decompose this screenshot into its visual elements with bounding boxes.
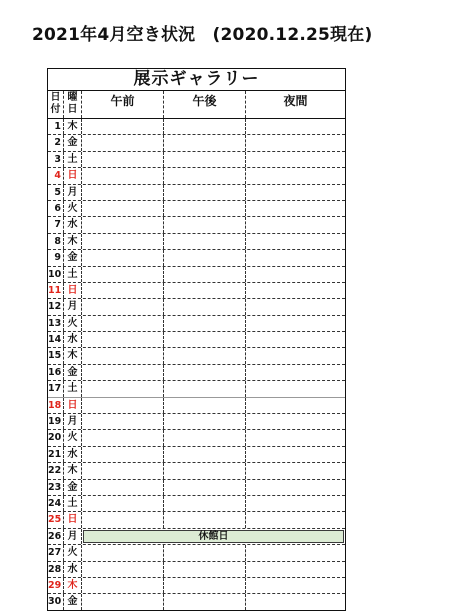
day-number: 17: [48, 381, 64, 396]
day-number: 3: [48, 152, 64, 167]
slot-afternoon-cell: [164, 578, 246, 593]
availability-table: [47, 68, 346, 611]
table-row: [48, 348, 345, 364]
day-number: 21: [48, 447, 64, 462]
header-weekday: [64, 91, 82, 118]
slot-afternoon-cell: [164, 365, 246, 380]
table-row: [48, 578, 345, 594]
slot-evening-cell: [246, 562, 345, 577]
day-number: 26: [48, 529, 64, 544]
weekday-cell: 土: [64, 152, 82, 167]
table-row: [48, 594, 345, 609]
weekday-cell: 土: [64, 267, 82, 282]
weekday-cell: 金: [64, 594, 82, 609]
weekday-cell: 土: [64, 381, 82, 396]
slot-afternoon-cell: [164, 381, 246, 396]
slot-evening-cell: [246, 217, 345, 232]
slot-morning-cell: [82, 512, 164, 527]
table-row: [48, 381, 345, 397]
slot-morning-cell: [82, 135, 164, 150]
slot-evening-cell: [246, 496, 345, 511]
slot-evening-cell: [246, 348, 345, 363]
slot-afternoon-cell: [164, 234, 246, 249]
table-row: [48, 545, 345, 561]
table-row: [48, 119, 345, 135]
table-row: [48, 217, 345, 233]
table-row: [48, 316, 345, 332]
slot-morning-cell: [82, 545, 164, 560]
day-number: 29: [48, 578, 64, 593]
table-row: [48, 267, 345, 283]
slot-morning-cell: [82, 316, 164, 331]
slot-morning-cell: [82, 398, 164, 413]
table-row: [48, 299, 345, 315]
closed-day-band: 休館日: [83, 530, 344, 543]
slot-evening-cell: [246, 250, 345, 265]
table-row: [48, 135, 345, 151]
slot-evening-cell: [246, 381, 345, 396]
weekday-cell: 木: [64, 119, 82, 134]
weekday-cell: 日: [64, 168, 82, 183]
slot-afternoon-cell: [164, 398, 246, 413]
slot-afternoon-cell: [164, 201, 246, 216]
weekday-cell: 火: [64, 316, 82, 331]
slot-morning-cell: [82, 119, 164, 134]
slot-afternoon-cell: [164, 267, 246, 282]
weekday-cell: 水: [64, 447, 82, 462]
weekday-cell: 日: [64, 398, 82, 413]
weekday-cell: 火: [64, 545, 82, 560]
slot-afternoon-cell: [164, 496, 246, 511]
day-number: 28: [48, 562, 64, 577]
table-row: [48, 168, 345, 184]
weekday-cell: 日: [64, 512, 82, 527]
table-row: [48, 512, 345, 528]
header-weekday-bottom: 日: [67, 104, 78, 115]
table-row: [48, 152, 345, 168]
facility-title: 展示ギャラリー: [48, 69, 345, 91]
slot-afternoon-cell: [164, 594, 246, 609]
slot-afternoon-cell: [164, 135, 246, 150]
weekday-cell: 金: [64, 365, 82, 380]
slot-evening-cell: [246, 267, 345, 282]
header-day: [48, 91, 64, 118]
table-row: [48, 529, 345, 545]
weekday-cell: 木: [64, 348, 82, 363]
table-row: [48, 365, 345, 381]
slot-afternoon-cell: [164, 562, 246, 577]
slot-afternoon-cell: [164, 512, 246, 527]
slot-evening-cell: [246, 283, 345, 298]
weekday-cell: 月: [64, 414, 82, 429]
slot-morning-cell: [82, 381, 164, 396]
day-number: 4: [48, 168, 64, 183]
slot-evening-cell: [246, 398, 345, 413]
slot-morning-cell: [82, 365, 164, 380]
table-body: [48, 119, 345, 610]
slot-morning-cell: [82, 447, 164, 462]
table-row: [48, 398, 345, 414]
slot-evening-cell: [246, 168, 345, 183]
slot-afternoon-cell: [164, 463, 246, 478]
day-number: 24: [48, 496, 64, 511]
header-day-bottom: 付: [50, 104, 61, 115]
slot-morning-cell: [82, 332, 164, 347]
weekday-cell: 火: [64, 201, 82, 216]
slot-morning-cell: [82, 594, 164, 609]
day-number: 8: [48, 234, 64, 249]
weekday-cell: 木: [64, 578, 82, 593]
day-number: 5: [48, 185, 64, 200]
slot-evening-cell: [246, 234, 345, 249]
day-number: 27: [48, 545, 64, 560]
table-row: [48, 250, 345, 266]
day-number: 1: [48, 119, 64, 134]
slot-morning-cell: [82, 201, 164, 216]
slot-afternoon-cell: [164, 119, 246, 134]
table-row: [48, 480, 345, 496]
day-number: 20: [48, 430, 64, 445]
slot-morning-cell: [82, 480, 164, 495]
day-number: 10: [48, 267, 64, 282]
weekday-cell: 火: [64, 430, 82, 445]
slot-afternoon-cell: [164, 545, 246, 560]
slot-evening-cell: [246, 119, 345, 134]
slot-morning-cell: [82, 496, 164, 511]
day-number: 25: [48, 512, 64, 527]
slot-afternoon-cell: [164, 168, 246, 183]
header-afternoon: 午後: [164, 91, 246, 118]
slot-morning-cell: [82, 562, 164, 577]
slot-morning-cell: [82, 578, 164, 593]
slot-afternoon-cell: [164, 480, 246, 495]
slot-evening-cell: [246, 365, 345, 380]
slot-evening-cell: [246, 545, 345, 560]
slot-morning-cell: [82, 414, 164, 429]
table-row: [48, 414, 345, 430]
day-number: 22: [48, 463, 64, 478]
day-number: 14: [48, 332, 64, 347]
weekday-cell: 金: [64, 250, 82, 265]
table-row: [48, 430, 345, 446]
day-number: 2: [48, 135, 64, 150]
weekday-cell: 月: [64, 299, 82, 314]
slot-morning-cell: [82, 463, 164, 478]
table-row: [48, 283, 345, 299]
slot-afternoon-cell: [164, 185, 246, 200]
day-number: 18: [48, 398, 64, 413]
table-row: [48, 332, 345, 348]
document-title: 2021年4月空き状況 (2020.12.25現在): [32, 25, 373, 45]
slot-evening-cell: [246, 594, 345, 609]
table-row: [48, 496, 345, 512]
slot-evening-cell: [246, 332, 345, 347]
slot-evening-cell: [246, 480, 345, 495]
slot-morning-cell: [82, 234, 164, 249]
slot-evening-cell: [246, 463, 345, 478]
day-number: 12: [48, 299, 64, 314]
day-number: 13: [48, 316, 64, 331]
day-number: 16: [48, 365, 64, 380]
table-row: [48, 201, 345, 217]
slot-afternoon-cell: [164, 217, 246, 232]
slot-evening-cell: [246, 316, 345, 331]
slot-evening-cell: [246, 430, 345, 445]
slot-evening-cell: [246, 414, 345, 429]
slot-evening-cell: [246, 185, 345, 200]
slot-evening-cell: [246, 299, 345, 314]
weekday-cell: 月: [64, 529, 82, 544]
slot-morning-cell: [82, 185, 164, 200]
slot-morning-cell: [82, 299, 164, 314]
slot-afternoon-cell: [164, 250, 246, 265]
slot-afternoon-cell: [164, 332, 246, 347]
slot-morning-cell: [82, 152, 164, 167]
day-number: 9: [48, 250, 64, 265]
day-number: 6: [48, 201, 64, 216]
day-number: 30: [48, 594, 64, 609]
slot-afternoon-cell: [164, 430, 246, 445]
slot-morning-cell: [82, 430, 164, 445]
slot-afternoon-cell: [164, 316, 246, 331]
slot-evening-cell: [246, 578, 345, 593]
weekday-cell: 金: [64, 480, 82, 495]
slot-evening-cell: [246, 512, 345, 527]
slot-morning-cell: [82, 267, 164, 282]
weekday-cell: 日: [64, 283, 82, 298]
slot-morning-cell: [82, 283, 164, 298]
slot-afternoon-cell: [164, 152, 246, 167]
slot-afternoon-cell: [164, 447, 246, 462]
slot-evening-cell: [246, 447, 345, 462]
day-number: 19: [48, 414, 64, 429]
header-morning: 午前: [82, 91, 164, 118]
day-number: 11: [48, 283, 64, 298]
slot-afternoon-cell: [164, 414, 246, 429]
table-row: [48, 234, 345, 250]
weekday-cell: 木: [64, 234, 82, 249]
slot-afternoon-cell: [164, 283, 246, 298]
slot-morning-cell: [82, 348, 164, 363]
table-row: [48, 463, 345, 479]
weekday-cell: 月: [64, 185, 82, 200]
day-number: 15: [48, 348, 64, 363]
header-evening: 夜間: [283, 94, 308, 108]
table-row: [48, 185, 345, 201]
table-row: [48, 562, 345, 578]
table-row: [48, 447, 345, 463]
weekday-cell: 土: [64, 496, 82, 511]
day-number: 23: [48, 480, 64, 495]
weekday-cell: 水: [64, 217, 82, 232]
weekday-cell: 金: [64, 135, 82, 150]
table-header: [48, 91, 345, 119]
slot-morning-cell: [82, 250, 164, 265]
slot-morning-cell: [82, 168, 164, 183]
slot-evening-cell: [246, 152, 345, 167]
weekday-cell: 水: [64, 332, 82, 347]
day-number: 7: [48, 217, 64, 232]
slot-afternoon-cell: [164, 348, 246, 363]
slot-afternoon-cell: [164, 299, 246, 314]
header-day-top: 日: [50, 92, 61, 103]
slot-morning-cell: [82, 217, 164, 232]
weekday-cell: 木: [64, 463, 82, 478]
slot-evening-cell: [246, 201, 345, 216]
weekday-cell: 水: [64, 562, 82, 577]
slot-evening-cell: [246, 135, 345, 150]
header-weekday-top: 曜: [67, 92, 78, 103]
